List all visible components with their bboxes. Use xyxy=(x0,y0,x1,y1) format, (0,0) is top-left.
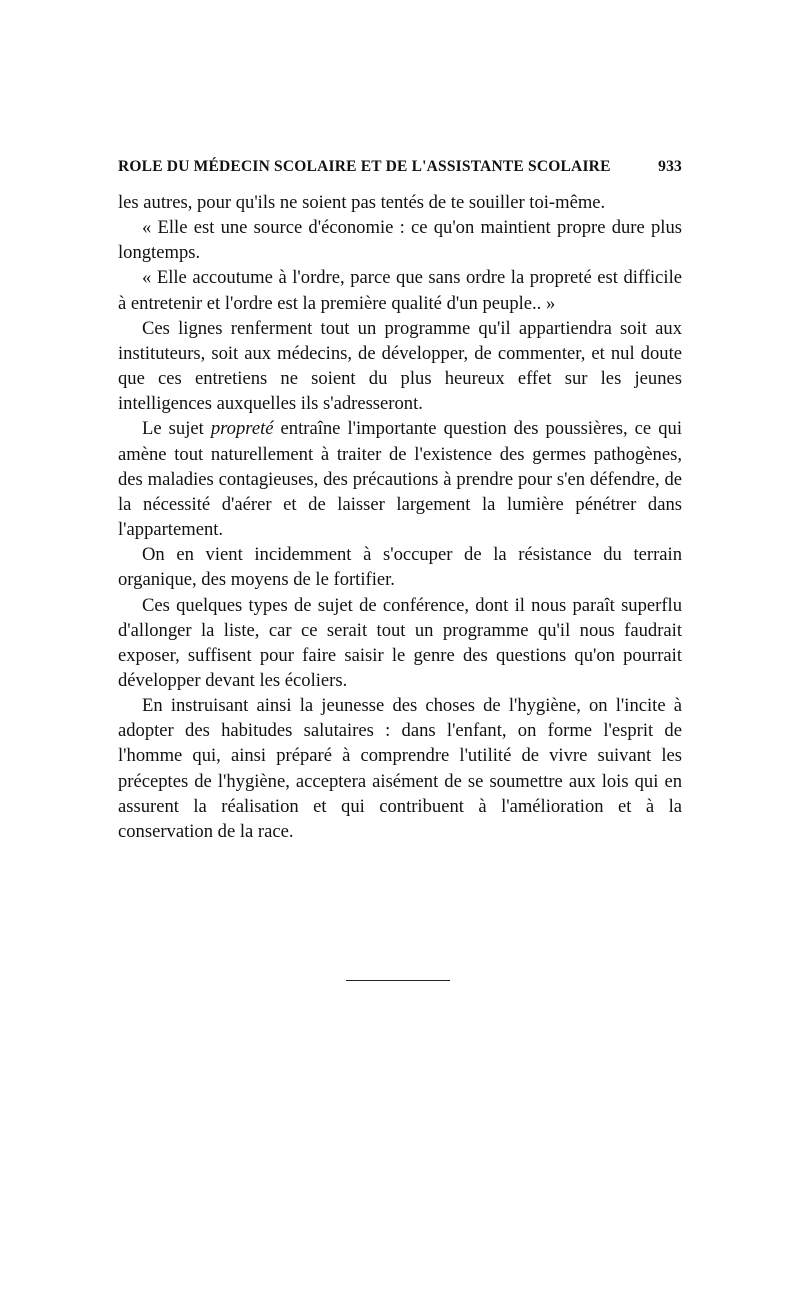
paragraph-text: En instruisant ainsi la jeunesse des choses de l'hygiène, on l'incite à adopter des habitudes salutaires : dans l'enfant, on forme l'esprit de l'homme qui, ainsi préparé à comprendre l'utilité de vivre suivant les préceptes de l'hygiène, acceptera aisément de se soumettre aux lois qui en assurent la réalisation et qui contribuent à l'amélioration et à la conservation de la race. xyxy=(118,695,682,842)
paragraph-text: Le sujet xyxy=(142,418,211,440)
paragraph-text: les autres, pour qu'ils ne soient pas tentés de te souiller toi-même. xyxy=(118,192,606,213)
page-number: 933 xyxy=(658,158,682,175)
paragraph xyxy=(118,265,682,315)
paragraph-text: « Elle est une source d'économie : ce qu'on maintient propre dure plus longtemps. xyxy=(118,217,682,264)
paragraph xyxy=(118,593,682,694)
paragraph xyxy=(118,316,682,417)
paragraph-text: Ces quelques types de sujet de conférence, dont il nous paraît superflu d'allonger la liste, car ce serait tout un programme qu'il nous faudrait exposer, suffisent pour faire saisir le genre des questions qu'on pourrait développer devant les écoliers. xyxy=(118,594,682,691)
paragraph xyxy=(118,215,682,265)
paragraph-text: On en vient incidemment à s'occuper de la résistance du terrain organique, des moyens de le fortifier. xyxy=(118,544,682,591)
paragraph-text: entraîne l'importante question des poussières, ce qui amène tout naturellement à traiter de l'existence des germes pathogènes, des maladies contagieuses, des précautions à prendre pour s'en défendre, de la nécessité d'aérer et de laisser largement la lumière pénétrer dans l'appartement. xyxy=(118,418,682,541)
paragraph xyxy=(118,416,682,542)
paragraph xyxy=(118,542,682,592)
running-head xyxy=(118,156,682,178)
paragraph-text: Ces lignes renferment tout un programme qu'il appartiendra soit aux instituteurs, soit aux médecins, de développer, de commenter, et nul doute que ces entretiens ne soient du plus heureux effet sur les jeunes intelligences auxquelles ils s'adresseront. xyxy=(118,317,682,415)
running-title: ROLE DU MÉDECIN SCOLAIRE ET DE L'ASSISTANTE SCOLAIRE xyxy=(118,158,611,175)
body-text xyxy=(118,190,682,844)
emphasized-term: propreté xyxy=(210,418,274,440)
paragraph xyxy=(118,190,682,215)
end-of-section-rule xyxy=(346,980,450,981)
paragraph xyxy=(118,693,682,844)
book-page xyxy=(118,156,682,844)
paragraph-text: « Elle accoutume à l'ordre, parce que sans ordre la propreté est difficile à entretenir et l'ordre est la première qualité d'un peuple.. » xyxy=(118,267,682,314)
